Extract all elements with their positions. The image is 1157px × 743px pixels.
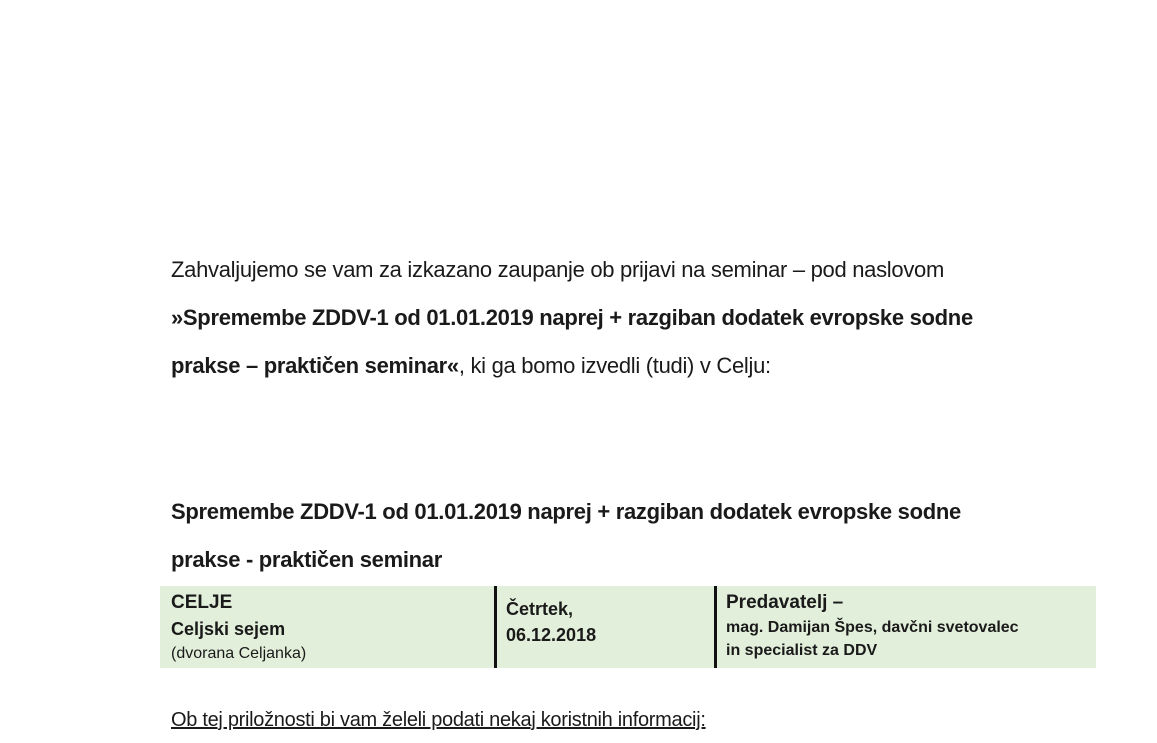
intro-text-start: Zahvaljujemo se vam za izkazano zaupanje ob prijavi na seminar – pod naslovom: [171, 257, 944, 282]
intro-seminar-name: »Spremembe ZDDV-1 od 01.01.2019 naprej + razgiban dodatek evropske sodne prakse – praktičen seminar«: [171, 305, 973, 378]
lecturer-label: Predavatelj –: [726, 592, 844, 613]
location-cell: [160, 586, 494, 668]
lecturer-name: mag. Damijan Špes, davčni svetovalec: [726, 619, 1019, 636]
seminar-title: Spremembe ZDDV-1 od 01.01.2019 naprej + razgiban dodatek evropske sodne prakse - praktičen seminar: [171, 499, 961, 572]
venue: Celjski sejem: [171, 619, 286, 639]
day: Četrtek,: [506, 599, 574, 619]
info-heading: Ob tej priložnosti bi vam želeli podati nekaj koristnih informacij:: [171, 709, 706, 731]
lecturer-cell: [714, 586, 1096, 668]
city: CELJE: [171, 592, 233, 613]
date-cell: [494, 586, 714, 668]
date: 06.12.2018: [506, 625, 597, 645]
hall: (dvorana Celjanka): [171, 645, 307, 662]
seminar-info-table: [160, 586, 1096, 668]
lecturer-role: in specialist za DDV: [726, 642, 878, 659]
intro-paragraph: [171, 246, 1011, 390]
intro-text-end: , ki ga bomo izvedli (tudi) v Celju:: [458, 353, 771, 378]
